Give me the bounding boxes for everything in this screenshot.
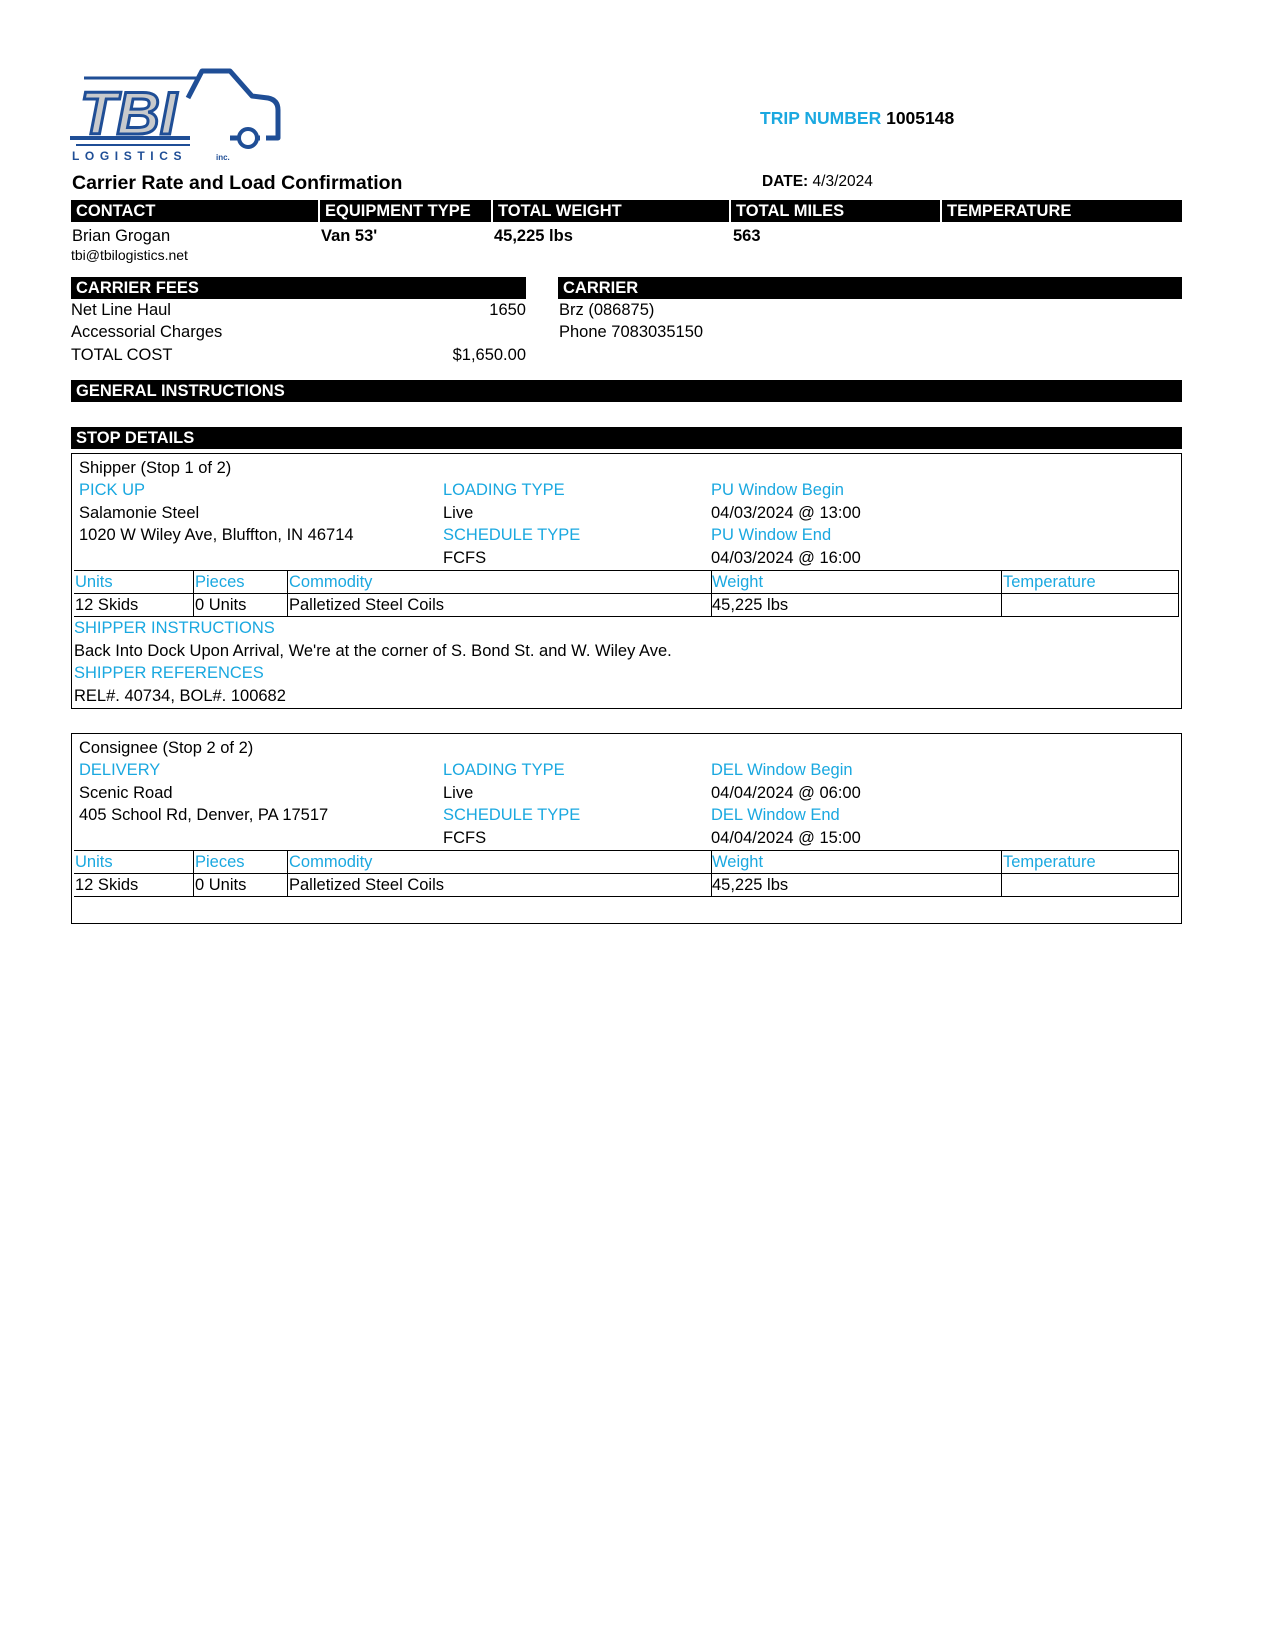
- stop-type-label: PICK UP: [79, 481, 146, 499]
- stop-2-box: [71, 733, 1182, 924]
- schedule-type-label: SCHEDULE TYPE: [443, 806, 581, 824]
- column-header-commodity: Commodity: [289, 853, 373, 871]
- stop-location-name: Salamonie Steel: [79, 504, 200, 522]
- column-header-weight: Weight: [712, 853, 764, 871]
- net-line-haul-label: Net Line Haul: [71, 301, 171, 319]
- equipment-type-header: EQUIPMENT TYPE: [320, 200, 491, 222]
- shipper-instructions-label: SHIPPER INSTRUCTIONS: [74, 619, 275, 637]
- logo-suffix: inc.: [216, 153, 230, 162]
- column-header-temperature: Temperature: [1003, 853, 1096, 871]
- carrier-phone: Phone 7083035150: [559, 323, 704, 341]
- stop-type-label: DELIVERY: [79, 761, 161, 779]
- accessorial-charges-label: Accessorial Charges: [71, 323, 223, 341]
- company-logo: [70, 68, 285, 168]
- loading-type-label: LOADING TYPE: [443, 761, 565, 779]
- column-header-commodity: Commodity: [289, 573, 373, 591]
- loading-type-label: LOADING TYPE: [443, 481, 565, 499]
- date-value: 4/3/2024: [812, 173, 873, 190]
- total-cost-value: $1,650.00: [452, 346, 526, 364]
- shipper-references-label: SHIPPER REFERENCES: [74, 664, 264, 682]
- document-date: [762, 173, 873, 191]
- window-end-label: PU Window End: [711, 526, 832, 544]
- window-end-value: 04/03/2024 @ 16:00: [711, 549, 861, 567]
- stop-1-box: [71, 453, 1182, 709]
- cell-units: 12 Skids: [75, 596, 139, 614]
- contact-name: Brian Grogan: [72, 227, 171, 245]
- total-cost-label: TOTAL COST: [71, 346, 173, 364]
- stop-address: 1020 W Wiley Ave, Bluffton, IN 46714: [79, 526, 354, 544]
- equipment-type-value: Van 53': [321, 227, 378, 245]
- stop-title: Shipper (Stop 1 of 2): [79, 459, 232, 477]
- cell-units: 12 Skids: [75, 876, 139, 894]
- column-header-pieces: Pieces: [195, 853, 245, 871]
- logo-main-text: TBI: [80, 80, 177, 147]
- stop-address: 405 School Rd, Denver, PA 17517: [79, 806, 329, 824]
- column-header-units: Units: [75, 853, 113, 871]
- trip-number-value: 1005148: [886, 108, 955, 128]
- cell-commodity: Palletized Steel Coils: [289, 596, 444, 614]
- total-miles-header: TOTAL MILES: [731, 200, 940, 222]
- cell-pieces: 0 Units: [195, 876, 247, 894]
- column-header-units: Units: [75, 573, 113, 591]
- trip-number-label: TRIP NUMBER: [760, 108, 882, 128]
- date-label: DATE:: [762, 173, 809, 190]
- stop-details-header: STOP DETAILS: [71, 427, 1182, 449]
- loading-type-value: Live: [443, 504, 474, 522]
- column-header-weight: Weight: [712, 573, 764, 591]
- schedule-type-value: FCFS: [443, 829, 487, 847]
- stop-title: Consignee (Stop 2 of 2): [79, 739, 254, 757]
- carrier-header: CARRIER: [558, 277, 1182, 299]
- schedule-type-label: SCHEDULE TYPE: [443, 526, 581, 544]
- total-weight-value: 45,225 lbs: [494, 227, 573, 245]
- total-weight-header: TOTAL WEIGHT: [493, 200, 729, 222]
- cell-weight: 45,225 lbs: [712, 876, 789, 894]
- window-begin-value: 04/03/2024 @ 13:00: [711, 504, 861, 522]
- general-instructions-header: GENERAL INSTRUCTIONS: [71, 380, 1182, 402]
- window-begin-value: 04/04/2024 @ 06:00: [711, 784, 861, 802]
- total-miles-value: 563: [733, 227, 761, 245]
- cell-weight: 45,225 lbs: [712, 596, 789, 614]
- contact-email[interactable]: tbi@tbilogistics.net: [71, 247, 188, 263]
- column-header-temperature: Temperature: [1003, 573, 1096, 591]
- carrier-fees-header: CARRIER FEES: [71, 277, 526, 299]
- contact-header: CONTACT: [71, 200, 318, 222]
- trip-number: [760, 108, 954, 128]
- window-end-label: DEL Window End: [711, 806, 840, 824]
- stop-location-name: Scenic Road: [79, 784, 173, 802]
- truck-logo-icon: [70, 68, 285, 168]
- cell-commodity: Palletized Steel Coils: [289, 876, 444, 894]
- net-line-haul-value: 1650: [489, 301, 526, 319]
- window-begin-label: DEL Window Begin: [711, 761, 853, 779]
- shipper-references: REL#. 40734, BOL#. 100682: [74, 687, 286, 705]
- loading-type-value: Live: [443, 784, 474, 802]
- cell-pieces: 0 Units: [195, 596, 247, 614]
- temperature-header: TEMPERATURE: [942, 200, 1182, 222]
- shipper-instructions: Back Into Dock Upon Arrival, We're at the corner of S. Bond St. and W. Wiley Ave.: [74, 642, 672, 660]
- page-title: Carrier Rate and Load Confirmation: [72, 172, 403, 194]
- window-begin-label: PU Window Begin: [711, 481, 844, 499]
- column-header-pieces: Pieces: [195, 573, 245, 591]
- window-end-value: 04/04/2024 @ 15:00: [711, 829, 861, 847]
- schedule-type-value: FCFS: [443, 549, 487, 567]
- logo-sub-text: LOGISTICS: [72, 149, 188, 163]
- carrier-name: Brz (086875): [559, 301, 655, 319]
